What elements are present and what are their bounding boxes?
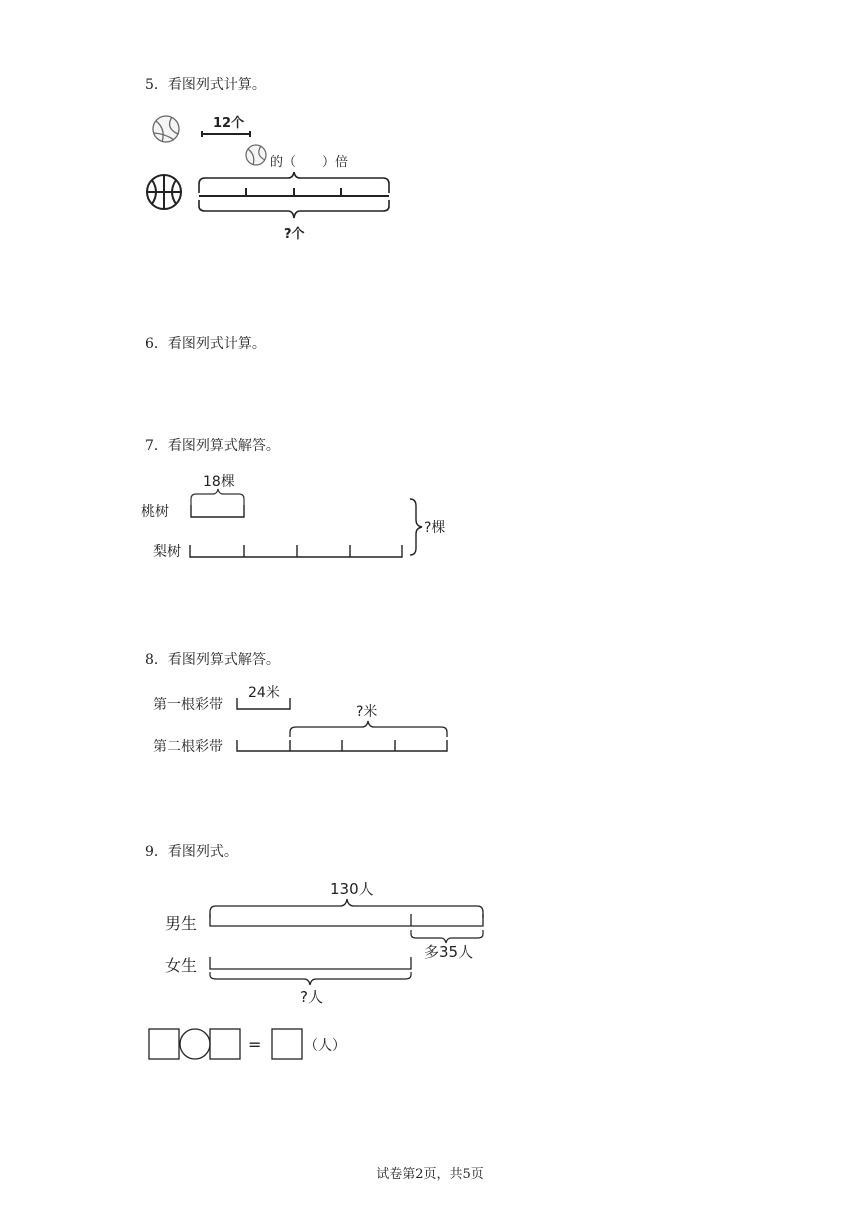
times-of-label: 的（ ）倍 <box>270 155 349 170</box>
total-label: ?棵 <box>424 520 446 536</box>
count-label: 12个 <box>213 116 245 131</box>
row1-bar <box>210 914 483 926</box>
total-label: 130人 <box>330 880 374 898</box>
unknown-label: ?个 <box>284 227 305 242</box>
row2-label: 第二根彩带 <box>153 739 223 755</box>
row2-label: 女生 <box>165 956 198 975</box>
more-brace <box>411 930 483 943</box>
more-label: 多35人 <box>424 943 474 961</box>
answer-box-2[interactable] <box>210 1029 240 1059</box>
equals-sign: = <box>248 1035 262 1054</box>
row2-bar <box>210 957 411 969</box>
question-5-title: 5．看图列式计算。 <box>145 77 266 93</box>
unknown-label: ?人 <box>300 988 323 1006</box>
question-8-title: 8．看图列算式解答。 <box>145 652 280 668</box>
answer-box-result[interactable] <box>272 1029 302 1059</box>
row1-label: 桃树 <box>141 504 169 520</box>
unknown-label: ?米 <box>356 704 378 720</box>
question-6-title: 6．看图列式计算。 <box>145 336 266 352</box>
page-footer: 试卷第2页，共5页 <box>376 1167 484 1182</box>
unit-label: （人） <box>304 1038 346 1054</box>
row1-label: 男生 <box>165 914 198 933</box>
question-9-title: 9．看图列式。 <box>145 844 238 860</box>
row1-label: 第一根彩带 <box>153 697 223 713</box>
operator-circle[interactable] <box>180 1029 210 1059</box>
row2-label: 梨树 <box>153 544 181 560</box>
answer-box-1[interactable] <box>149 1029 179 1059</box>
unknown-brace <box>210 972 411 985</box>
total-brace <box>210 899 483 918</box>
question-7-title: 7．看图列算式解答。 <box>145 438 280 454</box>
count-label: 18棵 <box>203 474 235 490</box>
length-label: 24米 <box>248 685 280 701</box>
